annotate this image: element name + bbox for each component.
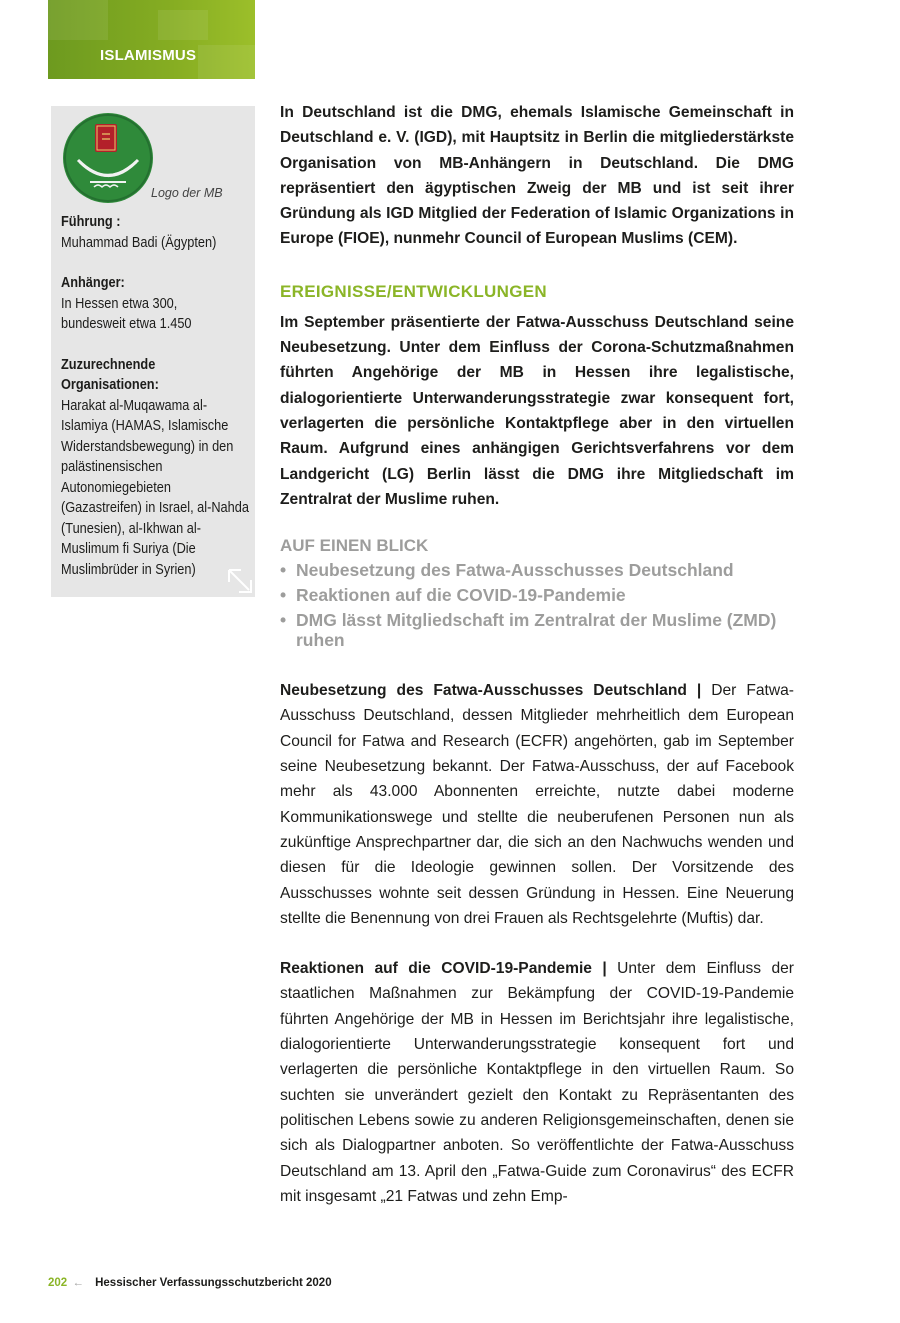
glance-item: • Neubesetzung des Fatwa-Ausschusses Deutschland bbox=[280, 560, 794, 580]
section-fatwa-lead: Neubesetzung des Fatwa-Ausschusses Deutschland | bbox=[280, 682, 702, 700]
sidebar-body bbox=[61, 212, 253, 580]
muslim-brotherhood-logo bbox=[62, 112, 154, 204]
followers-line-2: bundesweit etwa 1.450 bbox=[61, 316, 192, 332]
logo-caption: Logo der MB bbox=[151, 186, 223, 200]
section-fatwa-text: Der Fatwa-Ausschuss Deutschland, dessen Mitglieder mehrheitlich dem European Council for Fatwa and Research (ECFR) angehörten, gab im September seine Neubesetzung bekannt. Der Fatwa-Ausschuss, der auf Facebook mehr als 43.000 Abonnenten erreichte, nutzte dabei moderne Kommunikationswege und stellte die neuberufenen Personen nun als zukünftige Ansprechpartner dar, die sich an den Nachwuchs wenden und diesen für die Ideologie gewinnen sollen. Der Vorsitzende des Ausschusses wohnte seit dessen Gründung in Hessen. Eine Neuerung stellte die Benennung von drei Frauen als Rechtsgelehrte (Muftis) dar. bbox=[280, 682, 794, 927]
at-a-glance-list bbox=[280, 560, 794, 650]
events-paragraph: Im September präsentierte der Fatwa-Ausschuss Deutschland seine Neubesetzung. Unter dem Einfluss der Corona-Schutzmaßnahmen führten Angehörige der MB in Hessen ihre legalistische, dialogorientierte Unterwanderungsstrategie zwar konsequent fort, verlagerten die persönliche Kontaktpflege aber in den virtuellen Raum. Aufgrund eines anhängigen Gerichtsverfahrens vor dem Landgericht (LG) Berlin lässt die DMG ihre Mitgliedschaft im Zentralrat der Muslime ruhen. bbox=[280, 313, 794, 508]
followers-line-1: In Hessen etwa 300, bbox=[61, 295, 178, 312]
glance-item: • Reaktionen auf die COVID-19-Pandemie bbox=[280, 585, 794, 605]
followers-label: Anhänger: bbox=[61, 275, 125, 291]
section-tab bbox=[48, 0, 255, 79]
info-sidebar bbox=[51, 106, 255, 597]
section-covid-text: Unter dem Einfluss der staatlichen Maßnahmen zur Bekämpfung der COVID-19-Pandemie führten Angehörige der MB in Hessen im Berichtsjahr ihre legalistische, dialogorientierte Unterwanderungsstrategie konsequent fort und verlagerten die persönliche Kontaktpflege in den virtuellen Raum. So suchten sie unverändert gezielt den Kontakt zu Repräsentanten des politischen Lebens sowie zu anderen Religionsgemeinschaften, denen sie sich als Dialogpartner anboten. So veröffentlichte der Fatwa-Ausschuss Deutschland am 13. April den „Fatwa-Guide zum Coronavirus“ des ECFR mit insgesamt „21 Fatwas und zehn Emp- bbox=[280, 960, 794, 1205]
corner-arrow-icon bbox=[227, 568, 253, 594]
intro-paragraph: In Deutschland ist die DMG, ehemals Islamische Gemeinschaft in Deutschland e. V. (IGD), mit Hauptsitz in Berlin die mitgliederstärkste Organisation von MB-Anhängern in Deutschland. Die DMG repräsentiert den ägyptischen Zweig der MB und ist seit ihrer Gründung als IGD Mitglied der Federation of Islamic Organizations in Europe (FIOE), nunmehr Council of European Muslims (CEM). bbox=[280, 104, 794, 248]
organisations-label: Zuzurechnende Organisationen: bbox=[61, 356, 159, 393]
main-column bbox=[280, 100, 794, 1209]
page-number: 202 bbox=[48, 1277, 68, 1289]
section-covid-reactions bbox=[280, 956, 794, 1209]
page-footer bbox=[48, 1277, 332, 1289]
section-fatwa-committee bbox=[280, 678, 794, 931]
organisations-text: Harakat al-Muqawama al-Islamiya (HAMAS, Islamische Widerstandsbewegung) in den palästinensischen Autonomiegebieten (Gazastreifen) in Israel, al-Nahda (Tunesien), al-Ikhwan al-Muslimum fi Suriya (Die Muslimbrüder in Syrien) bbox=[61, 397, 249, 578]
leadership-label: Führung : bbox=[61, 214, 121, 230]
publication-title: Hessischer Verfassungsschutzbericht 2020 bbox=[95, 1277, 332, 1289]
leadership-value: Muhammad Badi (Ägypten) bbox=[61, 234, 217, 251]
glance-item: • DMG lässt Mitgliedschaft im Zentralrat der Muslime (ZMD) ruhen bbox=[280, 610, 794, 650]
back-arrow-icon: ← bbox=[72, 1277, 84, 1289]
at-a-glance-title: AUF EINEN BLICK bbox=[280, 536, 429, 556]
section-covid-lead: Reaktionen auf die COVID-19-Pandemie | bbox=[280, 960, 607, 978]
section-label: ISLAMISMUS bbox=[100, 47, 197, 64]
events-heading: EREIGNISSE/ENTWICKLUNGEN bbox=[280, 281, 547, 301]
